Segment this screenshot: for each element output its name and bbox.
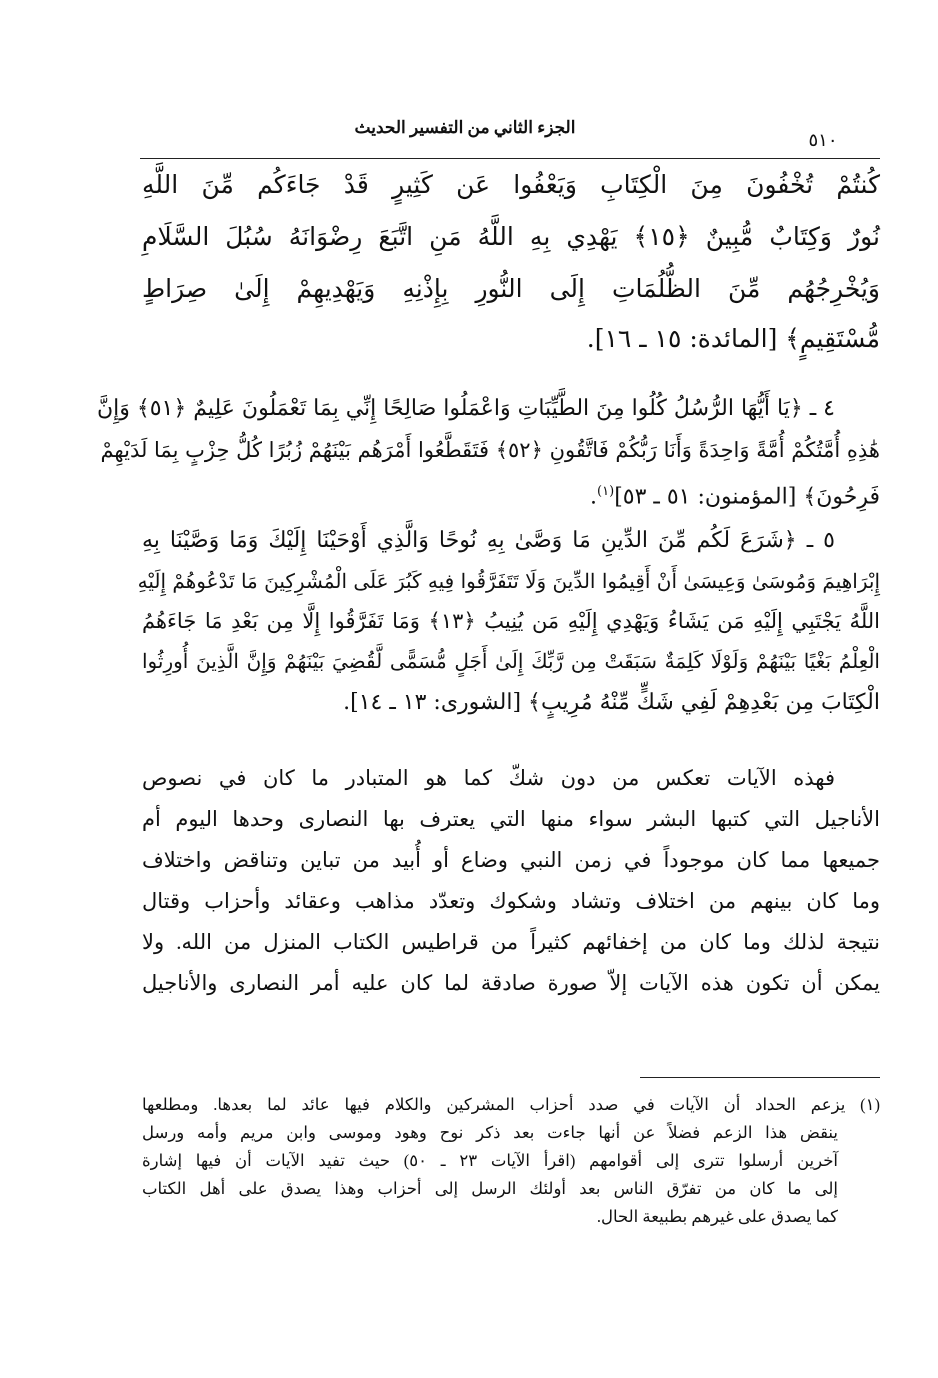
footnote-rule bbox=[640, 1077, 880, 1078]
quote-text: فَرِحُونَ﴾ [المؤمنون: ٥١ ـ ٥٣] bbox=[614, 484, 880, 510]
quote-line: إِبْرَاهِيمَ وَمُوسَىٰ وَعِيسَىٰ أَنْ أَقِيمُوا الدِّينَ وَلَا تَتَفَرَّقُوا فِيهِ كَبُرَ عَلَى الْمُشْرِكِينَ مَا تَدْعُوهُمْ إِلَيْهِ bbox=[137, 569, 880, 593]
quote-line: اللَّهُ يَجْتَبِي إِلَيْهِ مَن يَشَاءُ وَيَهْدِي إِلَيْهِ مَن يُنِيبُ ﴿١٣﴾ وَمَا تَفَرَّقُوا إِلَّا مِن بَعْدِ مَا جَاءَهُمُ bbox=[142, 609, 881, 633]
quote-line bbox=[142, 475, 880, 514]
quote-line: مُّسْتَقِيمٍ﴾ [المائدة: ١٥ ـ ١٦]. bbox=[586, 324, 880, 353]
running-title: الجزء الثاني من التفسير الحديث bbox=[354, 118, 576, 137]
paragraph-line: الأناجيل التي كتبها البشر سواء منها التي يعترف بها النصارى وحدها اليوم أم bbox=[142, 807, 880, 831]
footnote-line: إلى ما كان من تفرّق الناس بعد أولئك الرسل إلى أحزاب وهذا يصدق على أهل الكتاب bbox=[142, 1179, 838, 1198]
quote-line: نُورٌ وَكِتَابٌ مُّبِينٌ ﴿١٥﴾ يَهْدِي بِهِ اللَّهُ مَنِ اتَّبَعَ رِضْوَانَهُ سُبُلَ السَّلَامِ bbox=[142, 222, 880, 251]
quote-line: الْعِلْمُ بَغْيًا بَيْنَهُمْ وَلَوْلَا كَلِمَةٌ سَبَقَتْ مِن رَّبِّكَ إِلَىٰ أَجَلٍ مُّسَمًّى لَّقُضِيَ بَيْنَهُمْ وَإِنَّ الَّذِينَ أُورِثُوا bbox=[142, 649, 880, 673]
paragraph-line: نتيجة لذلك وما كان من إخفائهم كثيراً من قراطيس الكتاب المنزل من الله. ولا bbox=[142, 930, 880, 954]
quote-line: كُنتُمْ تُخْفُونَ مِنَ الْكِتَابِ وَيَعْفُوا عَن كَثِيرٍ قَدْ جَاءَكُم مِّنَ اللَّهِ bbox=[142, 170, 880, 199]
paragraph-line: وما كان بينهم من اختلاف وتشاد وشكوك وتعدّد مذاهب وعقائد وأحزاب وقتال bbox=[142, 889, 880, 913]
paragraph-line: فهذه الآيات تعكس من دون شكّ كما هو المتبادر ما كان في نصوص bbox=[142, 766, 835, 790]
quote-line: هَٰذِهِ أُمَّتُكُمْ أُمَّةً وَاحِدَةً وَأَنَا رَبُّكُمْ فَاتَّقُونِ ﴿٥٢﴾ فَتَقَطَّعُوا أَمْرَهُم بَيْنَهُمْ زُبُرًا كُلُّ حِزْبٍ بِمَا لَدَيْهِمْ bbox=[100, 438, 880, 462]
page-number: ٥١٠ bbox=[808, 130, 838, 150]
footnote-line: (١) يزعم الحداد أن الآيات في صدد أحزاب المشركين والكلام فيها عائد لما بعدها. ومطلعها bbox=[142, 1095, 880, 1114]
quote-line: الْكِتَابَ مِن بَعْدِهِمْ لَفِي شَكٍّ مِّنْهُ مُرِيبٍ﴾ [الشورى: ١٣ ـ ١٤]. bbox=[343, 690, 880, 715]
paragraph-line: جميعها مما كان موجوداً في زمن النبي وضاع أو أُبيد من تباين وتناقض واختلاف bbox=[142, 848, 880, 872]
footnote-line: ينقض هذا الزعم فضلاً عن أنها جاءت بعد ذكر نوح وهود وموسى وابن مريم وأمه ورسل bbox=[142, 1123, 838, 1142]
paragraph-line: يمكن أن تكون هذه الآيات إلاّ صورة صادقة لما كان عليه أمر النصارى والأناجيل bbox=[142, 971, 880, 995]
quote-line: ٥ ـ ﴿شَرَعَ لَكُم مِّنَ الدِّينِ مَا وَصَّىٰ بِهِ نُوحًا وَالَّذِي أَوْحَيْنَا إِلَيْكَ وَمَا وَصَّيْنَا بِهِ bbox=[142, 528, 835, 553]
footnote-marker[interactable]: (١) bbox=[597, 484, 615, 499]
quote-line: ٤ ـ ﴿يَا أَيُّهَا الرُّسُلُ كُلُوا مِنَ الطَّيِّبَاتِ وَاعْمَلُوا صَالِحًا إِنِّي بِمَا تَعْمَلُونَ عَلِيمٌ ﴿٥١﴾ وَإِنَّ bbox=[96, 396, 835, 421]
period: . bbox=[590, 484, 598, 510]
footnote-line: كما يصدق على غيرهم بطبيعة الحال. bbox=[596, 1207, 838, 1226]
footnote-line: آخرين أرسلوا تترى إلى أقوامهم (اقرأ الآيات ٢٣ ـ ٥٠) حيث تفيد الآيات أن فيها إشارة bbox=[142, 1151, 838, 1170]
header-rule bbox=[140, 158, 880, 159]
quote-line: وَيُخْرِجُهُم مِّنَ الظُّلُمَاتِ إِلَى النُّورِ بِإِذْنِهِ وَيَهْدِيهِمْ إِلَىٰ صِرَاطٍ bbox=[142, 274, 880, 303]
